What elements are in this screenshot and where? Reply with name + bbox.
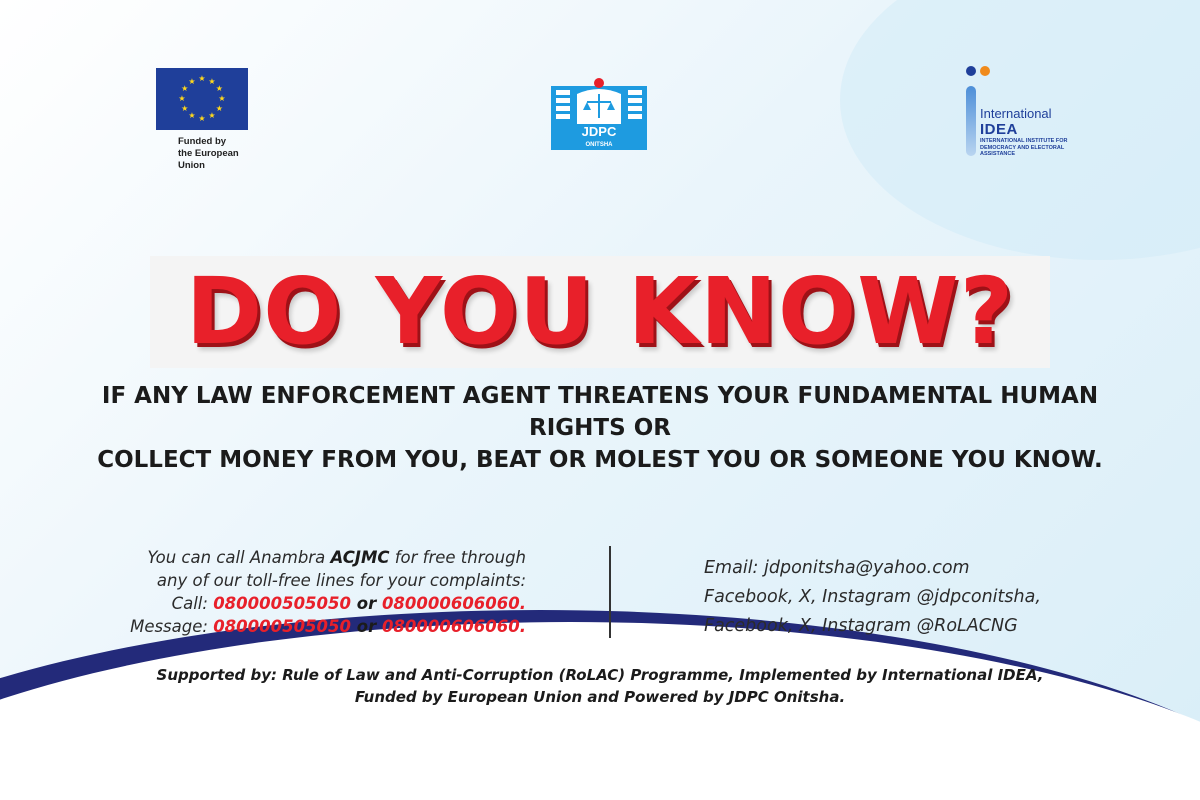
vertical-divider [609,546,611,638]
idea-subtitle: INTERNATIONAL INSTITUTE FOR DEMOCRACY AND ELECTORAL ASSISTANCE [980,138,1068,157]
eu-star-icon: ★ [215,84,223,93]
support-line2: Funded by European Union and Powered by JDPC Onitsha. [354,688,846,706]
eu-star-icon: ★ [188,111,196,121]
call-or: or [350,594,382,613]
hotline-intro [110,546,526,569]
headline: DO YOU KNOW? [185,258,1015,365]
idea-dot-orange-icon [980,66,990,76]
call-label: Call: [171,594,214,613]
message-number-1[interactable]: 080000505050 [213,617,351,636]
hotline-info [110,546,526,638]
email-line[interactable]: Email: jdponitsha@yahoo.com [704,558,970,578]
eu-star-icon: ★ [188,76,196,86]
eu-star-icon: ★ [208,111,216,121]
eu-flag-icon [156,68,248,130]
eu-star-icon: ★ [208,76,216,86]
eu-star-icon: ★ [215,104,223,113]
subheadline-line1: IF ANY LAW ENFORCEMENT AGENT THREATENS YOUR FUNDAMENTAL HUMAN RIGHTS OR [101,383,1099,441]
support-line1: Supported by: Rule of Law and Anti-Corruption (RoLAC) Programme, Implemented by International IDEA, [156,666,1044,684]
message-line [110,615,526,638]
message-number-2[interactable]: 080000606060. [381,617,526,636]
eu-caption [156,136,248,172]
subheadline [60,380,1140,476]
hotline-intro-line2: any of our toll-free lines for your complaints: [156,571,526,590]
message-or: or [350,617,382,636]
social-contacts [704,554,1124,641]
idea-line1: International [980,106,1052,121]
eu-caption-line2: the European Union [178,148,239,171]
eu-star-icon: ★ [198,74,206,83]
message-label: Message: [130,617,214,636]
eu-star-icon: ★ [181,84,189,93]
idea-line2: IDEA [980,121,1018,138]
jdpc-logo-text: JDPC [581,124,617,139]
jdpc-logo-subtext: ONITSHA [585,142,613,148]
call-number-2[interactable]: 080000606060. [381,594,526,613]
jdpc-logo [549,76,649,152]
idea-dot-blue-icon [966,66,976,76]
idea-bar-icon [966,86,976,156]
call-number-1[interactable]: 080000505050 [213,594,351,613]
hotline-intro-suffix: for free through [389,548,526,567]
hotline-intro-prefix: You can call Anambra [147,548,331,567]
idea-logo [962,66,1072,158]
support-credits [100,664,1100,708]
social-line-rolac[interactable]: Facebook, X, Instagram @RoLACNG [704,616,1018,636]
eu-star-icon: ★ [178,94,186,103]
eu-caption-line1: Funded by [178,136,227,147]
eu-star-icon: ★ [218,94,226,103]
eu-star-icon: ★ [198,114,206,123]
hotline-org: ACJMC [330,548,390,567]
subheadline-line2: COLLECT MONEY FROM YOU, BEAT OR MOLEST YOU OR SOMEONE YOU KNOW. [97,447,1103,473]
eu-logo [156,68,248,172]
call-line [110,592,526,615]
social-line-jdpc[interactable]: Facebook, X, Instagram @jdpconitsha, [704,587,1041,607]
eu-star-icon: ★ [181,104,189,113]
